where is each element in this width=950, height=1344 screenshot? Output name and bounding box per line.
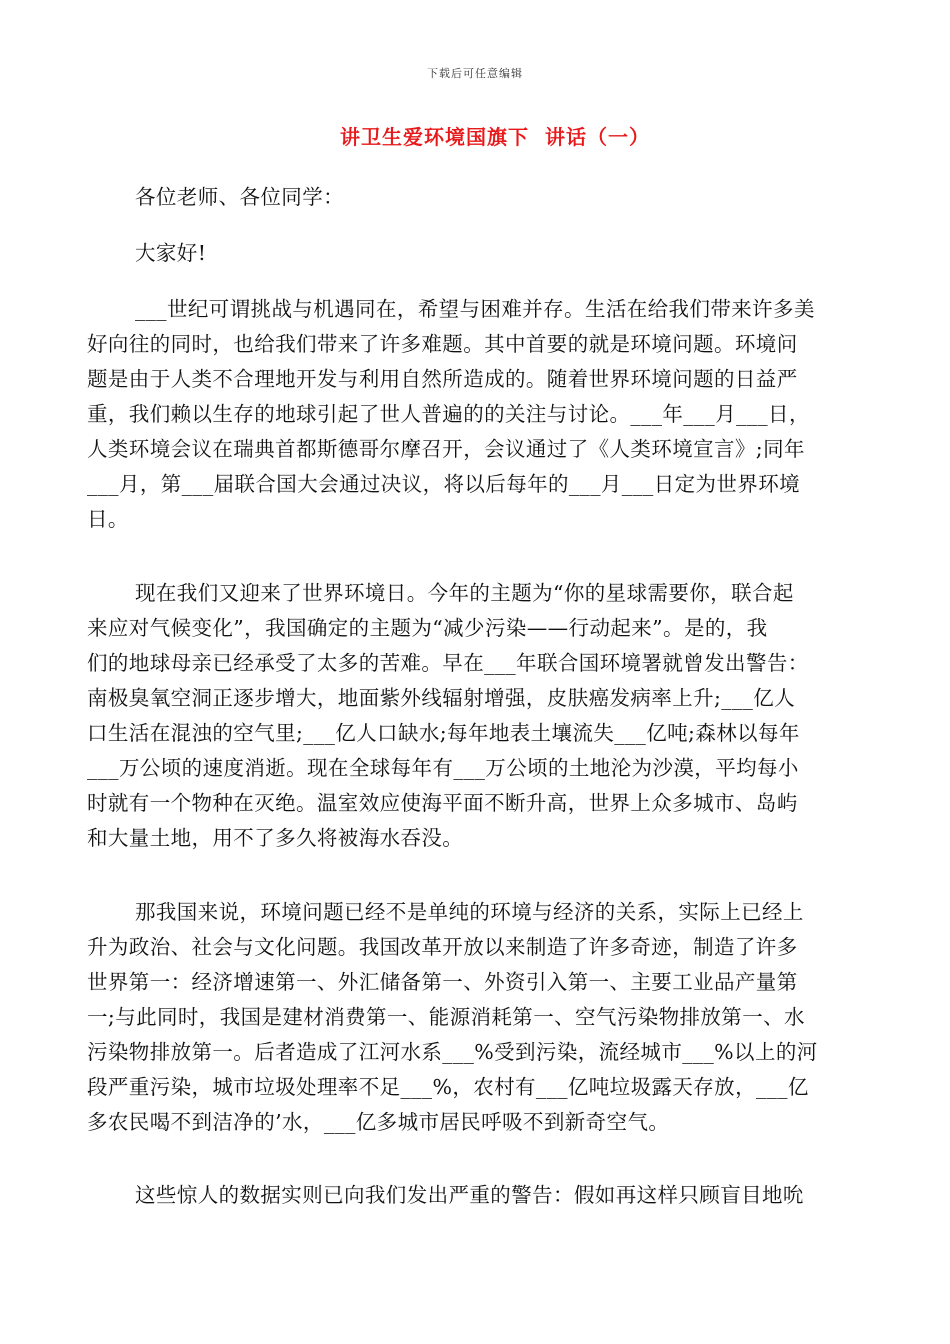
paragraph-line: 题是由于人类不合理地开发与利用自然所造成的。随着世界环境问题的日益严 xyxy=(87,367,798,391)
paragraph-line: 人类环境会议在瑞典首都斯德哥尔摩召开，会议通过了《人类环境宣言》;同年 xyxy=(87,437,805,461)
greeting-block xyxy=(87,236,863,271)
paragraph-line: 们的地球母亲已经承受了太多的苦难。早在___年联合国环境署就曾发出警告： xyxy=(87,651,809,675)
paragraph-line: ___万公顷的速度消逝。现在全球每年有___万公顷的土地沦为沙漠，平均每小 xyxy=(87,756,799,780)
paragraph-line: 那我国来说，环境问题已经不是单纯的环境与经济的关系，实际上已经上 xyxy=(135,900,804,924)
paragraph-line: 升为政治、社会与文化问题。我国改革开放以来制造了许多奇迹，制造了许多 xyxy=(87,935,798,959)
paragraph-line: ___世纪可谓挑战与机遇同在，希望与困难并存。生活在给我们带来许多美 xyxy=(135,297,815,321)
paragraph-line: 日。 xyxy=(87,507,129,531)
paragraph-line: 好向往的同时，也给我们带来了许多难题。其中首要的就是环境问题。环境问 xyxy=(87,332,798,356)
paragraph-line: 口生活在混浊的空气里;___亿人口缺水;每年地表土壤流失___亿吨;森林以每年 xyxy=(87,721,800,745)
paragraph-line: 世界第一：经济增速第一、外汇储备第一、外资引入第一、主要工业品产量第 xyxy=(87,970,798,994)
paragraph-line: 多农民喝不到洁净的’水，___亿多城市居民呼吸不到新奇空气。 xyxy=(87,1110,670,1134)
paragraph-4 xyxy=(87,1178,863,1213)
paragraph-line: 时就有一个物种在灭绝。温室效应使海平面不断升高，世界上众多城市、岛屿 xyxy=(87,791,798,815)
paragraph-line: 重，我们赖以生存的地球引起了世人普遍的的关注与讨论。___年___月___日， xyxy=(87,402,810,426)
paragraph-line: 污染物排放第一。后者造成了江河水系___%受到污染，流经城市___%以上的河 xyxy=(87,1040,818,1064)
document-title: 讲卫生爱环境国旗下 讲话（一） xyxy=(340,125,650,149)
paragraph-line: ___月，第___届联合国大会通过决议，将以后每年的___月___日定为世界环境 xyxy=(87,472,800,496)
header-note: 下载后可任意编辑 xyxy=(427,67,523,80)
paragraph-line: 现在我们又迎来了世界环境日。今年的主题为“你的星球需要你，联合起 xyxy=(135,581,794,605)
salutation: 各位老师、各位同学： xyxy=(135,185,344,209)
paragraph-line: 这些惊人的数据实则已向我们发出严重的警告：假如再这样只顾盲目地吮 xyxy=(135,1183,804,1207)
paragraph-line: 和大量土地，用不了多久将被海水吞没。 xyxy=(87,826,464,850)
paragraph-line: 南极臭氧空洞正逐步增大，地面紫外线辐射增强，皮肤癌发病率上升;___亿人 xyxy=(87,686,796,710)
paragraph-1 xyxy=(87,292,863,537)
paragraph-line: 一;与此同时，我国是建材消费第一、能源消耗第一、空气污染物排放第一、水 xyxy=(87,1005,805,1029)
paragraph-2 xyxy=(87,576,863,856)
paragraph-line: 段严重污染，城市垃圾处理率不足___%，农村有___亿吨垃圾露天存放，___亿 xyxy=(87,1075,809,1099)
salutation-block xyxy=(87,180,863,215)
paragraph-line: 来应对气候变化”，我国确定的主题为“减少污染——行动起来”。是的，我 xyxy=(87,616,768,640)
greeting: 大家好! xyxy=(135,241,207,265)
paragraph-3 xyxy=(87,895,863,1140)
